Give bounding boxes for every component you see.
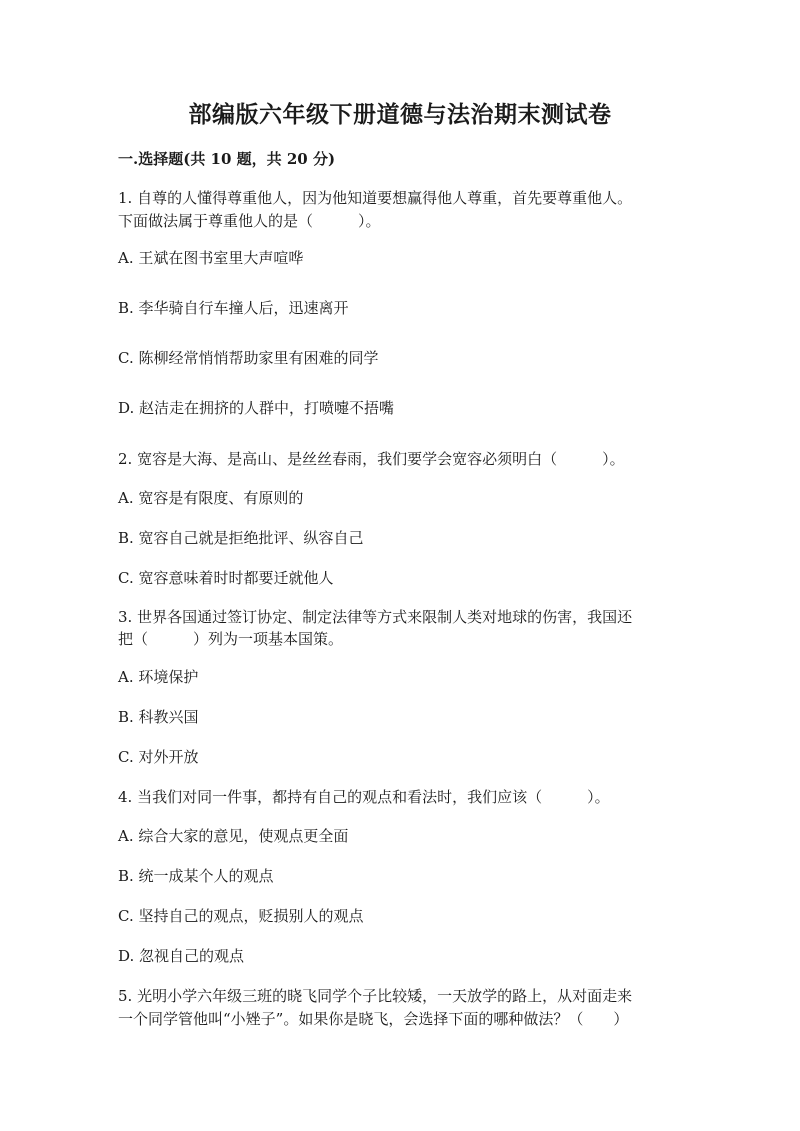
- question-1-option-b: B. 李华骑自行车撞人后，迅速离开: [118, 299, 349, 317]
- question-2-option-a: A. 宽容是有限度、有原则的: [118, 489, 304, 507]
- question-5-line-1: 5. 光明小学六年级三班的晓飞同学个子比较矮，一天放学的路上，从对面走来: [118, 987, 633, 1005]
- question-2-option-b: B. 宽容自己就是拒绝批评、纵容自己: [118, 529, 364, 547]
- question-1-line-1: 1. 自尊的人懂得尊重他人，因为他知道要想赢得他人尊重，首先要尊重他人。: [118, 189, 633, 207]
- question-4-option-b: B. 统一成某个人的观点: [118, 867, 274, 885]
- page-title: 部编版六年级下册道德与法治期末测试卷: [188, 101, 612, 128]
- question-3-line-1: 3. 世界各国通过签订协定、制定法律等方式来限制人类对地球的伤害，我国还: [118, 608, 633, 626]
- section-heading: 一.选择题(共 10 题，共 20 分): [118, 150, 336, 168]
- question-3-option-a: A. 环境保护: [118, 668, 199, 686]
- question-2-line-1: 2. 宽容是大海、是高山、是丝丝春雨，我们要学会宽容必须明白（ ）。: [118, 450, 625, 468]
- question-4-option-d: D. 忽视自己的观点: [118, 947, 245, 965]
- question-1-option-c: C. 陈柳经常悄悄帮助家里有困难的同学: [118, 349, 379, 367]
- question-5-line-2: 一个同学管他叫“小矬子”。如果你是晓飞，会选择下面的哪种做法？（ ）: [118, 1010, 629, 1028]
- question-3-line-2: 把（ ）列为一项基本国策。: [118, 630, 344, 648]
- question-4-option-c: C. 坚持自己的观点，贬损别人的观点: [118, 907, 364, 925]
- question-1-option-a: A. 王斌在图书室里大声喧哗: [118, 249, 304, 267]
- question-2-option-c: C. 宽容意味着时时都要迁就他人: [118, 569, 334, 587]
- question-1-line-2: 下面做法属于尊重他人的是（ ）。: [118, 212, 381, 230]
- question-1-option-d: D. 赵洁走在拥挤的人群中，打喷嚏不捂嘴: [118, 399, 395, 417]
- question-3-option-b: B. 科教兴国: [118, 708, 199, 726]
- question-3-option-c: C. 对外开放: [118, 748, 199, 766]
- question-4-line-1: 4. 当我们对同一件事，都持有自己的观点和看法时，我们应该（ ）。: [118, 788, 610, 806]
- question-4-option-a: A. 综合大家的意见，使观点更全面: [118, 827, 349, 845]
